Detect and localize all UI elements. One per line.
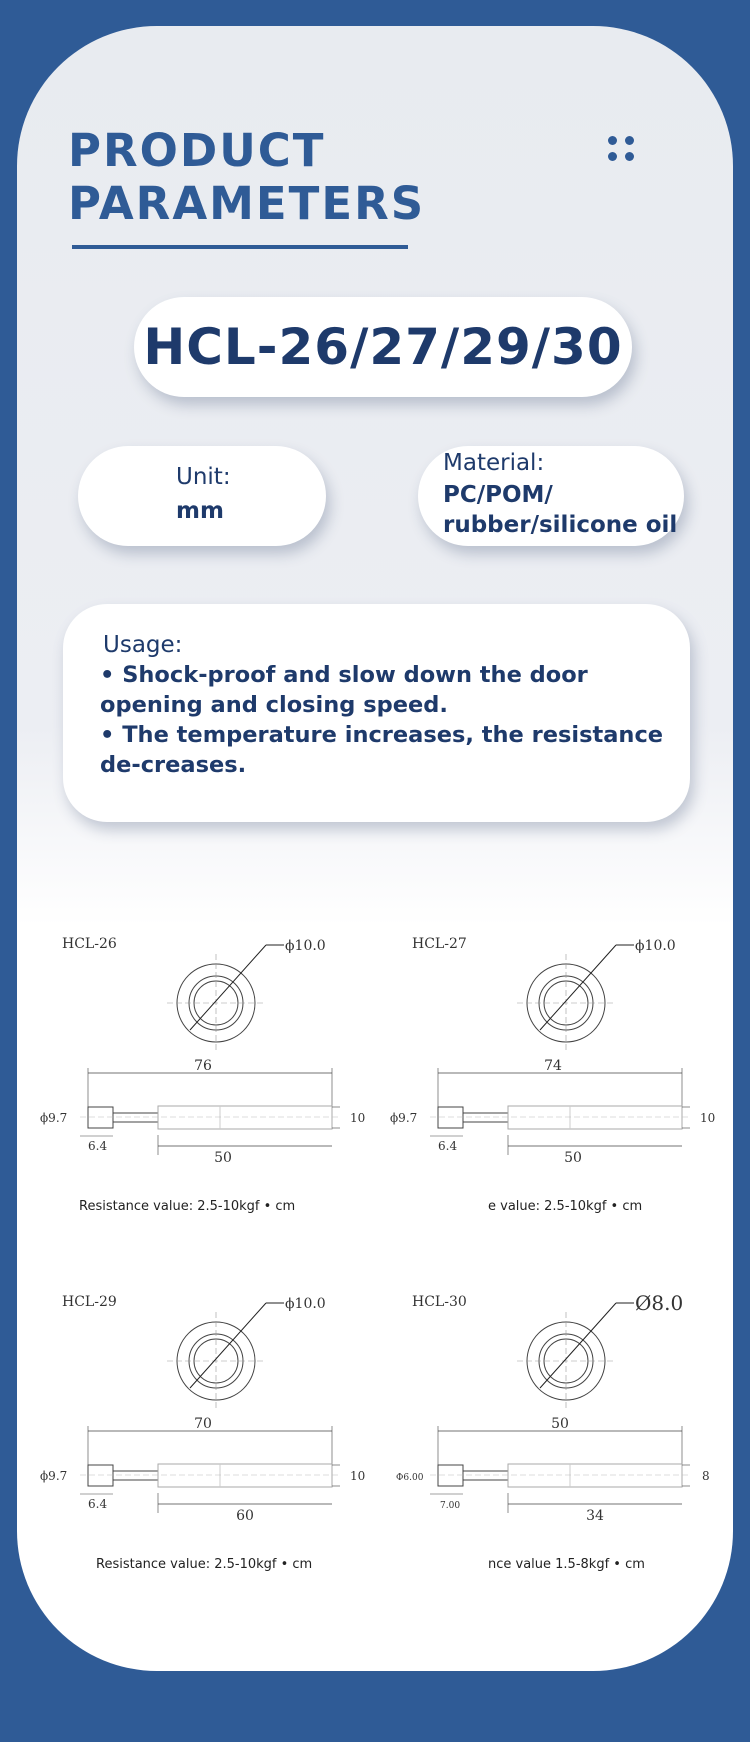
side-view <box>430 1426 690 1513</box>
drawing-hcl-29 <box>40 1288 370 1578</box>
usage-line: • Shock-proof and slow down the door opening and closing speed. <box>100 662 588 718</box>
end-size-label: 10 <box>350 1469 366 1483</box>
length-label: 74 <box>544 1058 562 1074</box>
length-label: 70 <box>194 1416 212 1432</box>
usage-label: Usage: <box>103 632 183 658</box>
diameter-label: Ø8.0 <box>635 1291 684 1315</box>
end-size-label: 8 <box>702 1469 710 1483</box>
diameter-label: ϕ10.0 <box>635 938 676 954</box>
drawing-name: HCL-27 <box>412 936 467 952</box>
side-view <box>80 1068 340 1155</box>
rod-diameter-label: ϕ9.7 <box>40 1469 68 1483</box>
stroke-label: 50 <box>214 1150 232 1166</box>
end-view <box>517 945 634 1052</box>
model-name: HCL-26/27/29/30 <box>143 318 623 376</box>
diameter-label: ϕ10.0 <box>285 1296 326 1312</box>
end-view <box>167 1303 284 1410</box>
end-view <box>517 1303 634 1410</box>
page-title <box>68 124 425 230</box>
length-label: 50 <box>551 1416 569 1432</box>
unit-value: mm <box>176 498 224 524</box>
side-view <box>80 1426 340 1513</box>
stroke-label: 50 <box>564 1150 582 1166</box>
end-size-label: 10 <box>350 1111 366 1125</box>
grid-dots-icon <box>608 136 640 166</box>
drawing-name: HCL-30 <box>412 1294 467 1310</box>
stroke-label: 60 <box>236 1508 254 1524</box>
end-size-label: 10 <box>700 1111 716 1125</box>
resistance-label: nce value 1.5-8kgf • cm <box>488 1557 645 1572</box>
model-pill <box>134 297 632 397</box>
unit-label: Unit: <box>176 464 231 490</box>
material-pill <box>418 446 684 546</box>
title-line-1: PRODUCT <box>68 124 326 177</box>
usage-box <box>63 604 690 822</box>
cap-length-label: 7.00 <box>440 1501 461 1511</box>
drawing-hcl-26 <box>40 930 370 1220</box>
diameter-label: ϕ10.0 <box>285 938 326 954</box>
usage-line: • The temperature increases, the resistance de-creases. <box>100 722 664 778</box>
drawing-name: HCL-26 <box>62 936 117 952</box>
side-view <box>430 1068 690 1155</box>
rod-diameter-label: Φ6.00 <box>396 1473 424 1483</box>
material-value-line-1: PC/POM/ <box>443 482 553 508</box>
unit-pill <box>78 446 326 546</box>
cap-length-label: 6.4 <box>88 1139 108 1153</box>
resistance-label: Resistance value: 2.5-10kgf • cm <box>96 1557 313 1572</box>
cap-length-label: 6.4 <box>438 1139 458 1153</box>
resistance-label: Resistance value: 2.5-10kgf • cm <box>79 1199 296 1214</box>
end-view <box>167 945 284 1052</box>
cap-length-label: 6.4 <box>88 1497 108 1511</box>
drawing-name: HCL-29 <box>62 1294 117 1310</box>
rod-diameter-label: ϕ9.7 <box>40 1111 68 1125</box>
length-label: 76 <box>194 1058 212 1074</box>
stroke-label: 34 <box>586 1508 604 1524</box>
rod-diameter-label: ϕ9.7 <box>390 1111 418 1125</box>
material-label: Material: <box>443 450 545 476</box>
drawing-hcl-30 <box>390 1288 720 1578</box>
drawing-hcl-27 <box>390 930 720 1220</box>
resistance-label: e value: 2.5-10kgf • cm <box>488 1199 643 1214</box>
usage-text <box>100 660 670 780</box>
title-line-2: PARAMETERS <box>68 177 426 230</box>
material-value-line-2: rubber/silicone oil <box>443 512 678 538</box>
title-underline <box>72 245 408 249</box>
